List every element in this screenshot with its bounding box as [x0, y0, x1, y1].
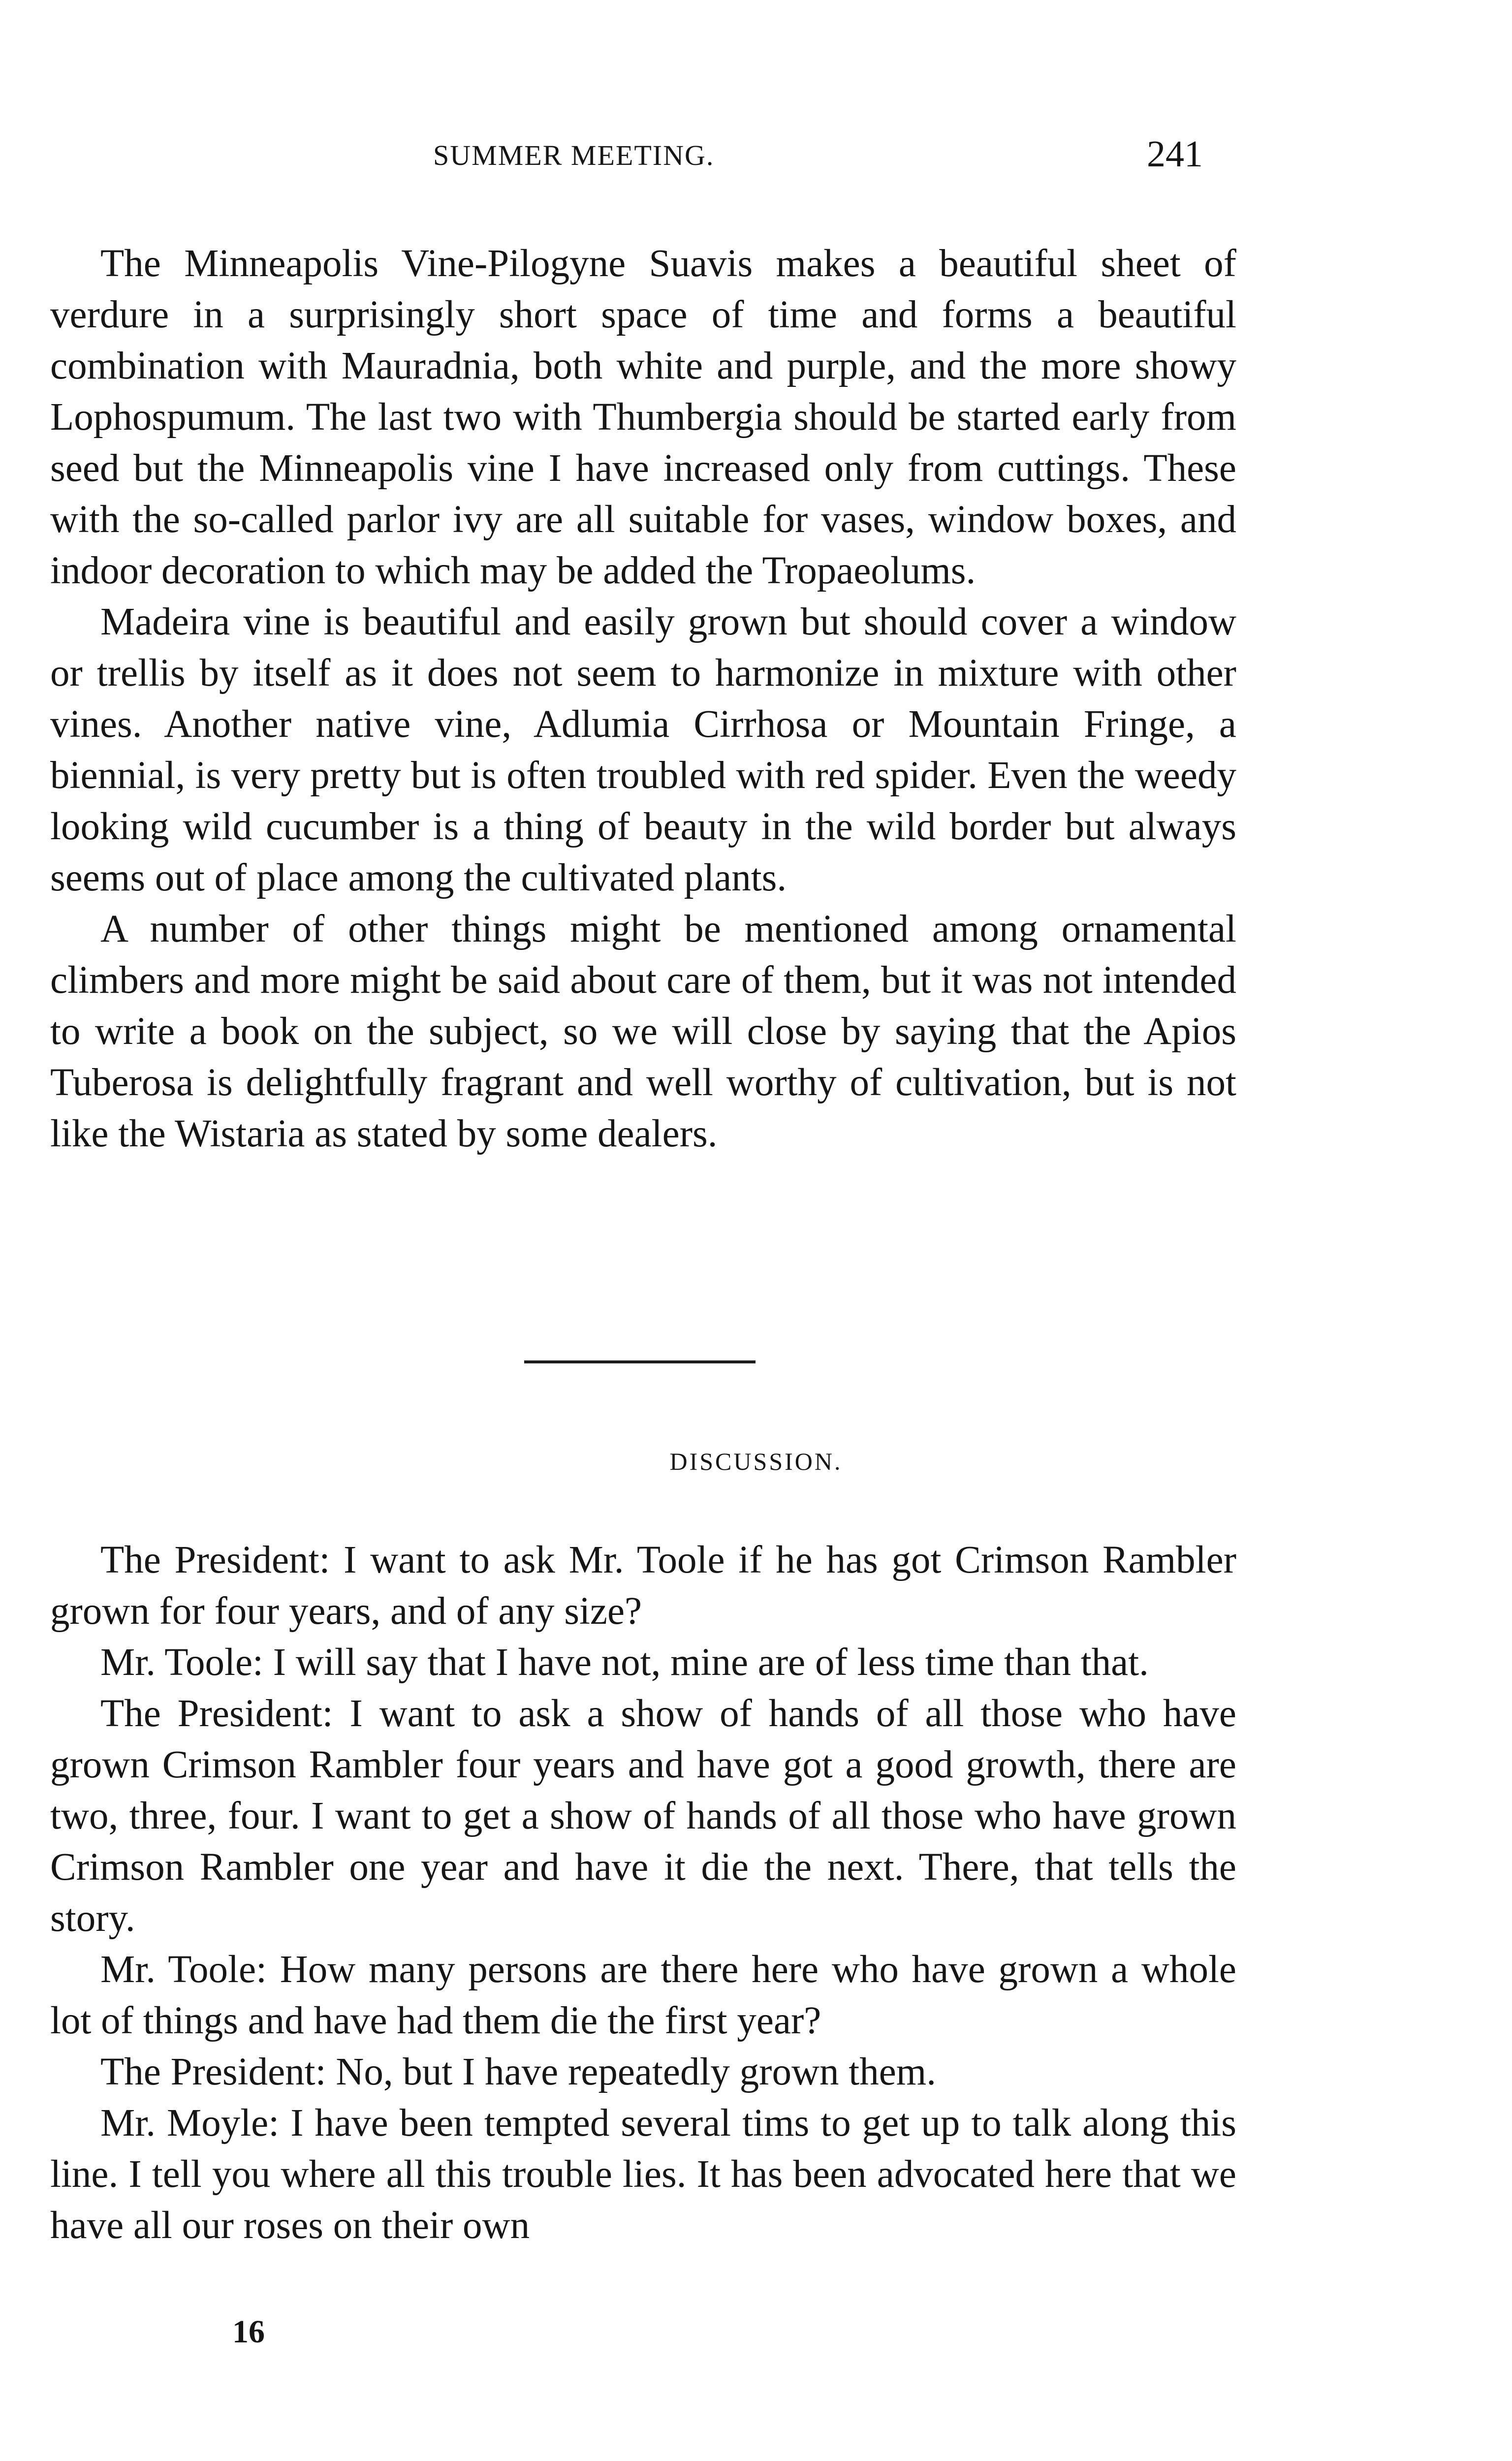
- discussion-paragraph: Mr. Toole: How many persons are there here who have grown a whole lot of things and have had them die the first year?: [50, 1948, 1236, 2042]
- discussion-paragraph: The President: No, but I have repeatedly grown them.: [100, 2051, 936, 2093]
- discussion-paragraph: Mr. Moyle: I have been tempted several tims to get up to talk along this line. I tell you where all this trouble lies. It has been advocated here that we have all our roses on their own: [50, 2102, 1236, 2247]
- discussion-body: [50, 1535, 1236, 2251]
- essay-paragraph: Madeira vine is beautiful and easily grown but should cover a window or trellis by itself as it does not seem to harmonize in mixture with other vines. Another native vine, Adlumia Cirrhosa or Mountain Fringe, a biennial, is very pretty but is often troubled with red spider. Even the weedy looking wild cucumber is a thing of beauty in the wild border but always seems out of place among the cultivated plants.: [50, 600, 1236, 899]
- essay-paragraph: The Minneapolis Vine-Pilogyne Suavis makes a beautiful sheet of verdure in a surprisingly short space of time and forms a beautiful combination with Mauradnia, both white and purple, and the more showy Lophospumum. The last two with Thumbergia should be started early from seed but the Minneapolis vine I have increased only from cuttings. These with the so-called parlor ivy are all suitable for vases, window boxes, and indoor decoration to which may be added the Tropaeolums.: [50, 242, 1236, 592]
- essay-paragraph: A number of other things might be mentioned among ornamental climbers and more might be said about care of them, but it was not intended to write a book on the subject, so we will close by saying that the Apios Tuberosa is delightfully fragrant and well worthy of cultivation, but is not like the Wistaria as stated by some dealers.: [50, 908, 1236, 1155]
- essay-body: [50, 238, 1236, 1160]
- discussion-heading: DISCUSSION.: [669, 1448, 843, 1475]
- discussion-paragraph: The President: I want to ask a show of hands of all those who have grown Crimson Rambler four years and have got a good growth, there are two, three, four. I want to get a show of hands of all those who have grown Crimson Rambler one year and have it die the next. There, that tells the story.: [50, 1692, 1236, 1940]
- page-number: 241: [1147, 133, 1203, 175]
- discussion-paragraph: Mr. Toole: I will say that I have not, mine are of less time than that.: [100, 1641, 1149, 1684]
- signature-mark: 16: [232, 2314, 265, 2350]
- discussion-paragraph: The President: I want to ask Mr. Toole if he has got Crimson Rambler grown for four years, and of any size?: [50, 1539, 1236, 1633]
- running-head: SUMMER MEETING.: [433, 139, 715, 171]
- section-divider-rule: [524, 1360, 756, 1363]
